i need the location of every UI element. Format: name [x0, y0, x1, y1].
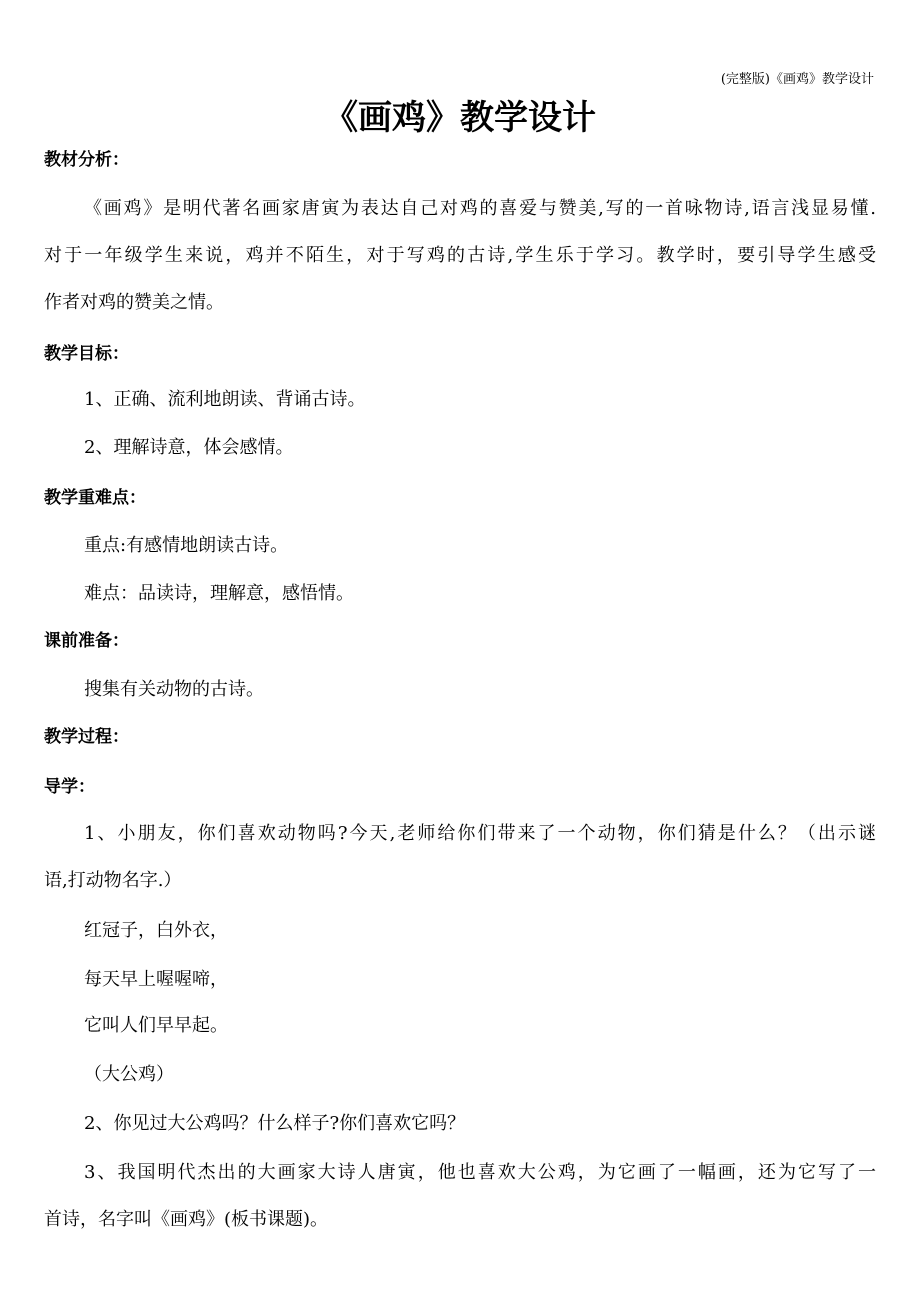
list-item: 难点：品读诗，理解意，感悟情。 — [84, 583, 354, 604]
running-header: (完整版)《画鸡》教学设计 — [720, 72, 874, 87]
paragraph-line: 对于一年级学生来说，鸡并不陌生，对于写鸡的古诗,学生乐于学习。教学时，要引导学生感受 — [44, 245, 876, 266]
list-item: 重点:有感情地朗读古诗。 — [84, 535, 289, 556]
paragraph-line: 语,打动物名字.） — [44, 870, 182, 891]
riddle-answer: （大公鸡） — [84, 1064, 174, 1085]
paragraph-line: 首诗，名字叫《画鸡》(板书课题)。 — [44, 1209, 329, 1230]
section-heading-key-points: 教学重难点： — [44, 488, 146, 508]
paragraph-line: 1、小朋友，你们喜欢动物吗?今天,老师给你们带来了一个动物，你们猜是什么？（出示谜 — [84, 823, 876, 844]
section-heading-analysis: 教材分析： — [44, 150, 129, 170]
riddle-line: 每天早上喔喔啼， — [84, 969, 228, 990]
paragraph-line: 2、你见过大公鸡吗？什么样子?你们喜欢它吗？ — [84, 1113, 466, 1134]
riddle-line: 它叫人们早早起。 — [84, 1015, 228, 1036]
section-heading-goals: 教学目标： — [44, 344, 129, 364]
section-heading-preparation: 课前准备： — [44, 631, 129, 651]
list-item: 搜集有关动物的古诗。 — [84, 679, 264, 700]
sub-heading-guide: 导学： — [44, 777, 95, 797]
page-title: 《画鸡》教学设计 — [324, 98, 596, 138]
paragraph-line: 《画鸡》是明代著名画家唐寅为表达自己对鸡的喜爱与赞美,写的一首咏物诗,语言浅显易懂. — [84, 198, 876, 219]
paragraph-line: 作者对鸡的赞美之情。 — [44, 292, 224, 313]
list-item: 1、正确、流利地朗读、背诵古诗。 — [84, 389, 366, 410]
riddle-line: 红冠子，白外衣， — [84, 920, 228, 941]
paragraph-line: 3、我国明代杰出的大画家大诗人唐寅，他也喜欢大公鸡，为它画了一幅画，还为它写了一 — [84, 1162, 876, 1183]
section-heading-process: 教学过程： — [44, 727, 129, 747]
list-item: 2、理解诗意，体会感情。 — [84, 437, 294, 458]
